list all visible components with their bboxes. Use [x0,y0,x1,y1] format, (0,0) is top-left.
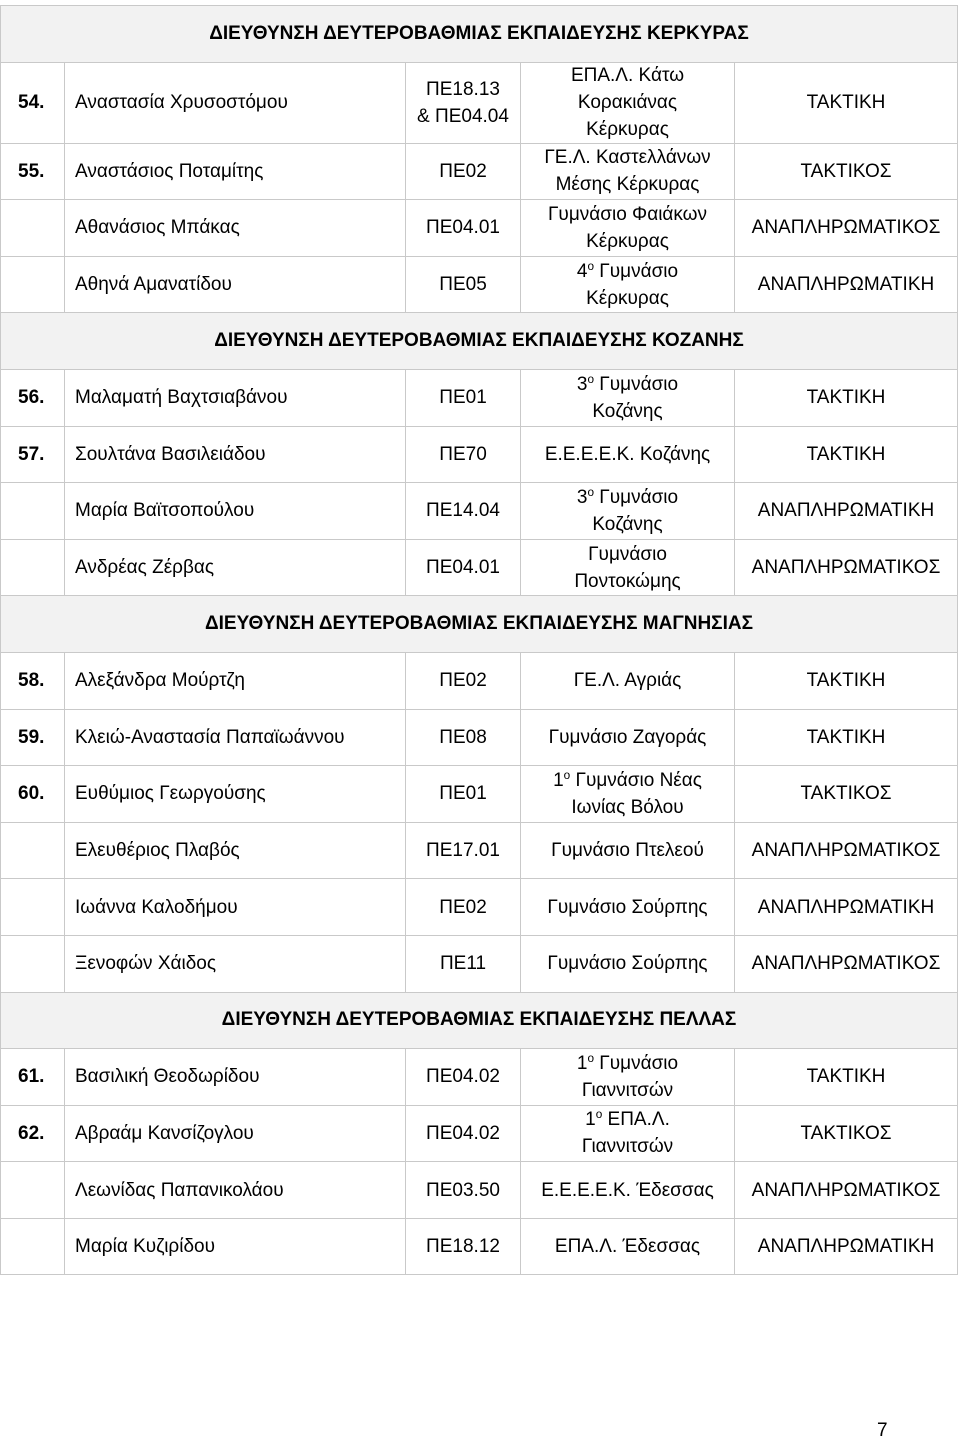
specialty: ΠΕ04.02 [406,1106,521,1163]
teacher-name: Ελευθέριος Πλαβός [65,823,406,880]
school-text: Γυμνάσιο Γιαννιτσών [581,1052,679,1101]
section-header-pella [1,993,958,1050]
row-number [1,823,65,880]
teacher-name: Ανδρέας Ζέρβας [65,540,406,597]
specialty: ΠΕ04.01 [406,540,521,597]
employment-status: ΤΑΚΤΙΚΗ [735,653,958,710]
school-text: Γυμνάσιο Κοζάνης [592,373,679,422]
specialty: ΠΕ18.12 [406,1219,521,1276]
specialty: ΠΕ05 [406,257,521,314]
ordinal-superscript: ο [587,1051,595,1065]
table-row [1,257,958,314]
school [521,1106,735,1163]
teacher-name: Αθανάσιος Μπάκας [65,200,406,257]
row-number: 57. [1,427,65,484]
row-number [1,540,65,597]
row-number: 56. [1,370,65,427]
ordinal-superscript: ο [563,768,571,782]
school-ordinal: 3 [576,486,588,508]
section-title: ΔΙΕΥΘΥΝΣΗ ΔΕΥΤΕΡΟΒΑΘΜΙΑΣ ΕΚΠΑΙΔΕΥΣΗΣ ΚΕΡΚΥΡΑΣ [209,22,749,44]
school-ordinal: 4 [576,260,588,282]
section-title: ΔΙΕΥΘΥΝΣΗ ΔΕΥΤΕΡΟΒΑΘΜΙΑΣ ΕΚΠΑΙΔΕΥΣΗΣ ΠΕΛΛΑΣ [221,1009,737,1031]
table-row [1,370,958,427]
table-row [1,63,958,144]
teacher-name: Κλειώ-Αναστασία Παπαϊωάννου [65,710,406,767]
school: ΓΕ.Λ. Αγριάς [521,653,735,710]
ordinal-superscript: ο [595,1108,603,1122]
school [521,1049,735,1106]
section-header-kozani [1,313,958,370]
section-title: ΔΙΕΥΘΥΝΣΗ ΔΕΥΤΕΡΟΒΑΘΜΙΑΣ ΕΚΠΑΙΔΕΥΣΗΣ ΚΟΖΑΝΗΣ [214,330,744,352]
specialty: ΠΕ17.01 [406,823,521,880]
specialty: ΠΕ04.01 [406,200,521,257]
employment-status: ΑΝΑΠΛΗΡΩΜΑΤΙΚΟΣ [735,936,958,993]
school-text: Γυμνάσιο Κέρκυρας [586,260,679,309]
row-number: 62. [1,1106,65,1163]
table-row [1,1219,958,1276]
row-number: 58. [1,653,65,710]
section-header-magnisia [1,596,958,653]
school: Γυμνάσιο Πτελεού [521,823,735,880]
row-number [1,483,65,540]
school-text: Γυμνάσιο Κοζάνης [592,486,679,535]
teacher-name: Ξενοφών Χάιδος [65,936,406,993]
table-row [1,540,958,597]
teacher-name: Αναστασία Χρυσοστόμου [65,63,406,144]
ordinal-superscript: ο [587,485,595,499]
row-number: 54. [1,63,65,144]
ordinal-superscript: ο [587,259,595,273]
employment-status: ΤΑΚΤΙΚΟΣ [735,766,958,823]
row-number: 61. [1,1049,65,1106]
school: Ε.Ε.Ε.Ε.Κ. Έδεσσας [521,1162,735,1219]
row-number [1,936,65,993]
table-row [1,653,958,710]
row-number [1,1219,65,1276]
row-number [1,1162,65,1219]
school-text: Γυμνάσιο Νέας Ιωνίας Βόλου [571,769,702,818]
school [521,257,735,314]
row-number [1,257,65,314]
employment-status: ΤΑΚΤΙΚΗ [735,427,958,484]
school: ΓΕ.Λ. Καστελλάνων Μέσης Κέρκυρας [521,144,735,201]
row-number: 60. [1,766,65,823]
employment-status: ΤΑΚΤΙΚΟΣ [735,144,958,201]
employment-status: ΑΝΑΠΛΗΡΩΜΑΤΙΚΗ [735,879,958,936]
table-row [1,879,958,936]
specialty: ΠΕ08 [406,710,521,767]
specialty: ΠΕ01 [406,370,521,427]
teacher-name: Λεωνίδας Παπανικολάου [65,1162,406,1219]
school: Γυμνάσιο Σούρπης [521,879,735,936]
teacher-name: Βασιλική Θεοδωρίδου [65,1049,406,1106]
school [521,766,735,823]
school-ordinal: 1 [553,769,564,791]
table-row [1,766,958,823]
specialty: ΠΕ14.04 [406,483,521,540]
employment-status: ΤΑΚΤΙΚΗ [735,710,958,767]
employment-status: ΑΝΑΠΛΗΡΩΜΑΤΙΚΗ [735,257,958,314]
placements-table [0,5,958,1275]
specialty: ΠΕ18.13 & ΠΕ04.04 [406,63,521,144]
teacher-name: Ευθύμιος Γεωργούσης [65,766,406,823]
teacher-name: Αλεξάνδρα Μούρτζη [65,653,406,710]
school: Γυμνάσιο Φαιάκων Κέρκυρας [521,200,735,257]
specialty: ΠΕ02 [406,653,521,710]
table-row [1,483,958,540]
row-number [1,200,65,257]
section-header-kerkyra [1,6,958,63]
teacher-name: Αβραάμ Κανσίζογλου [65,1106,406,1163]
school: Γυμνάσιο Ποντοκώμης [521,540,735,597]
table-row [1,144,958,201]
school: ΕΠΑ.Λ. Κάτω Κορακιάνας Κέρκυρας [521,63,735,144]
specialty: ΠΕ03.50 [406,1162,521,1219]
teacher-name: Αναστάσιος Ποταμίτης [65,144,406,201]
row-number: 59. [1,710,65,767]
school: Γυμνάσιο Σούρπης [521,936,735,993]
ordinal-superscript: ο [587,372,595,386]
table-row [1,200,958,257]
specialty: ΠΕ04.02 [406,1049,521,1106]
school [521,483,735,540]
specialty: ΠΕ11 [406,936,521,993]
employment-status: ΤΑΚΤΙΚΗ [735,1049,958,1106]
specialty: ΠΕ70 [406,427,521,484]
employment-status: ΤΑΚΤΙΚΗ [735,370,958,427]
employment-status: ΤΑΚΤΙΚΗ [735,63,958,144]
table-row [1,936,958,993]
school: Γυμνάσιο Ζαγοράς [521,710,735,767]
table-row [1,427,958,484]
school: Ε.Ε.Ε.Ε.Κ. Κοζάνης [521,427,735,484]
specialty: ΠΕ02 [406,879,521,936]
school-text: ΕΠΑ.Λ. Γιαννιτσών [581,1109,674,1158]
teacher-name: Αθηνά Αμανατίδου [65,257,406,314]
table-row [1,1106,958,1163]
school: ΕΠΑ.Λ. Έδεσσας [521,1219,735,1276]
teacher-name: Μαρία Βαϊτσοπούλου [65,483,406,540]
employment-status: ΑΝΑΠΛΗΡΩΜΑΤΙΚΟΣ [735,1162,958,1219]
school-ordinal: 1 [585,1109,596,1131]
employment-status: ΑΝΑΠΛΗΡΩΜΑΤΙΚΟΣ [735,200,958,257]
teacher-name: Σουλτάνα Βασιλειάδου [65,427,406,484]
teacher-name: Μαλαματή Βαχτσιαβάνου [65,370,406,427]
employment-status: ΑΝΑΠΛΗΡΩΜΑΤΙΚΗ [735,1219,958,1276]
table-row [1,1162,958,1219]
table-row [1,1049,958,1106]
specialty: ΠΕ01 [406,766,521,823]
section-title: ΔΙΕΥΘΥΝΣΗ ΔΕΥΤΕΡΟΒΑΘΜΙΑΣ ΕΚΠΑΙΔΕΥΣΗΣ ΜΑΓΝΗΣΙΑΣ [205,613,753,635]
row-number: 55. [1,144,65,201]
table-row [1,710,958,767]
teacher-name: Μαρία Κυζιρίδου [65,1219,406,1276]
page-number: 7 [877,1420,888,1441]
school-ordinal: 3 [576,373,588,395]
school-ordinal: 1 [576,1052,588,1074]
employment-status: ΑΝΑΠΛΗΡΩΜΑΤΙΚΟΣ [735,540,958,597]
row-number [1,879,65,936]
school [521,370,735,427]
employment-status: ΑΝΑΠΛΗΡΩΜΑΤΙΚΗ [735,483,958,540]
specialty: ΠΕ02 [406,144,521,201]
teacher-name: Ιωάννα Καλοδήμου [65,879,406,936]
employment-status: ΤΑΚΤΙΚΟΣ [735,1106,958,1163]
employment-status: ΑΝΑΠΛΗΡΩΜΑΤΙΚΟΣ [735,823,958,880]
table-row [1,823,958,880]
